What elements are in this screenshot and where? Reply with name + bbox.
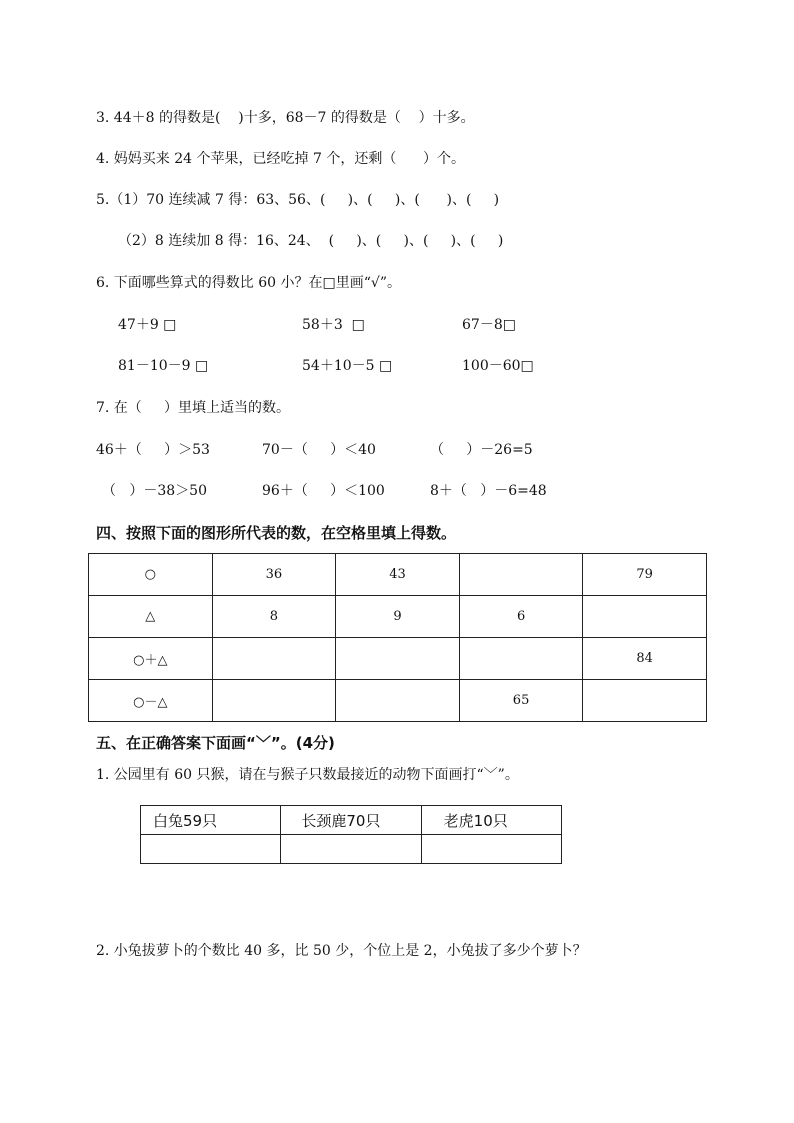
table-cell: ○ [89, 554, 213, 596]
table-cell[interactable] [336, 680, 460, 722]
shape-values-table [88, 553, 707, 722]
section-5-title: 五、在正确答案下面画“﹀”。(4分) [96, 734, 335, 752]
table-cell: ○＋△ [89, 638, 213, 680]
question-4: 4. 妈妈买来 24 个苹果，已经吃掉 7 个，还剩（ ）个。 [96, 151, 466, 167]
table-cell: △ [89, 596, 213, 638]
q7-item: 96＋（ ）＜100 [262, 483, 385, 499]
table-row [89, 554, 707, 596]
q6-item: 67－8□ [462, 317, 516, 333]
q6-item: 81－10－9 □ [118, 358, 209, 374]
table-cell: 8 [212, 596, 336, 638]
table-cell: ○－△ [89, 680, 213, 722]
animal-label: 长颈鹿70只 [281, 806, 421, 835]
question-5-part-1: 5.（1）70 连续减 7 得：63、56、( )、( )、( )、( ) [96, 192, 500, 208]
question-7: 7. 在（ ）里填上适当的数。 [96, 400, 291, 416]
table-cell[interactable] [583, 596, 707, 638]
table-cell: 43 [336, 554, 460, 596]
table-row [89, 638, 707, 680]
q7-item: （ ）－38＞50 [102, 483, 207, 499]
table-cell[interactable] [212, 638, 336, 680]
table-cell: 65 [459, 680, 583, 722]
table-row [141, 806, 562, 835]
table-row [89, 596, 707, 638]
table-cell: 6 [459, 596, 583, 638]
table-cell[interactable] [459, 638, 583, 680]
question-6: 6. 下面哪些算式的得数比 60 小？在□里画“√”。 [96, 275, 401, 291]
table-cell[interactable] [583, 680, 707, 722]
q6-item: 58＋3 □ [302, 317, 365, 333]
q7-item: 8＋（ ）－6=48 [430, 483, 547, 499]
table-cell[interactable] [459, 554, 583, 596]
question-3: 3. 44＋8 的得数是( )十多，68－7 的得数是（ ）十多。 [96, 110, 475, 126]
q7-item: （ ）－26=5 [430, 442, 533, 458]
table-cell: 84 [583, 638, 707, 680]
table-cell[interactable] [336, 638, 460, 680]
q7-item: 70－（ ）＜40 [262, 442, 376, 458]
answer-cell[interactable] [141, 835, 281, 864]
answer-cell[interactable] [281, 835, 421, 864]
table-cell: 9 [336, 596, 460, 638]
animal-label: 老虎10只 [421, 806, 561, 835]
answer-cell[interactable] [421, 835, 561, 864]
q6-item: 47＋9 □ [118, 317, 177, 333]
q6-item: 54＋10－5 □ [302, 358, 393, 374]
table-row [89, 680, 707, 722]
section-5-question-2: 2. 小兔拔萝卜的个数比 40 多，比 50 少，个位上是 2，小兔拔了多少个萝卜？ [96, 943, 587, 959]
q6-item: 100－60□ [462, 358, 534, 374]
section-4-title: 四、按照下面的图形所代表的数，在空格里填上得数。 [96, 524, 457, 542]
animal-label: 白兔59只 [141, 806, 281, 835]
animal-choice-table [140, 805, 562, 864]
table-cell: 79 [583, 554, 707, 596]
q7-item: 46＋（ ）＞53 [96, 442, 210, 458]
question-5-part-2: （2）8 连续加 8 得：16、24、 ( )、( )、( )、( ) [118, 233, 504, 249]
table-cell[interactable] [212, 680, 336, 722]
section-5-question-1: 1. 公园里有 60 只猴，请在与猴子只数最接近的动物下面画打“﹀”。 [96, 767, 519, 783]
table-cell: 36 [212, 554, 336, 596]
table-row [141, 835, 562, 864]
